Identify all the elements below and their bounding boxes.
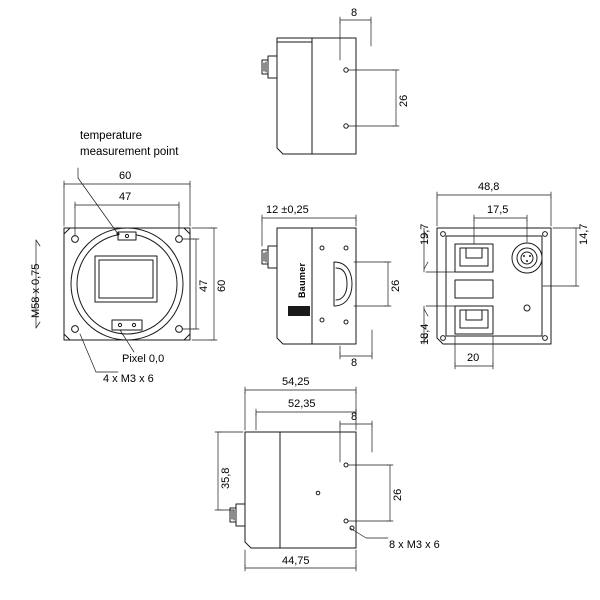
dim-bottom-8: 8: [351, 411, 358, 423]
dim-top-8: 8: [351, 7, 358, 19]
dim-rear-48-8: 48,8: [478, 181, 500, 193]
bottom-view-geometry: [230, 432, 356, 548]
side-view-geometry: [262, 228, 356, 344]
dim-rear-20: 20: [467, 352, 480, 364]
dim-bottom-26: 26: [392, 488, 404, 501]
dim-front-60-right: 60: [216, 279, 228, 292]
top-view-geometry: [262, 38, 356, 154]
dim-side-26: 26: [390, 279, 402, 292]
dim-front-thread: M58 x 0,75: [30, 263, 42, 318]
dim-rear-18-4: 18,4: [419, 323, 431, 345]
dim-front-47-top: 47: [119, 191, 132, 203]
front-view-geometry: [64, 228, 190, 340]
callout-temperature-line2: measurement point: [80, 146, 179, 158]
dim-front-60-top: 60: [119, 170, 132, 182]
rear-view-geometry: [437, 228, 551, 344]
dim-bottom-52-35: 52,35: [288, 398, 316, 410]
brand-label: Baumer: [297, 262, 307, 298]
callout-4xm3x6: 4 x M3 x 6: [103, 373, 154, 385]
dim-rear-19-7: 19,7: [419, 223, 431, 245]
dim-bottom-35-8: 35,8: [220, 467, 232, 489]
dim-bottom-44-75: 44,75: [282, 555, 310, 567]
callout-8xm3x6: 8 x M3 x 6: [389, 539, 440, 551]
callout-temperature-line1: temperature: [80, 130, 143, 142]
dim-top-26: 26: [398, 94, 410, 107]
dim-front-47-right: 47: [198, 279, 210, 292]
dim-bottom-54-25: 54,25: [282, 376, 310, 388]
callout-pixel-00: Pixel 0,0: [122, 353, 165, 365]
dim-side-12: 12 ±0,25: [266, 204, 309, 216]
dim-rear-17-5: 17,5: [487, 204, 509, 216]
dim-rear-14-7: 14,7: [578, 223, 590, 245]
dim-side-8: 8: [351, 357, 358, 369]
